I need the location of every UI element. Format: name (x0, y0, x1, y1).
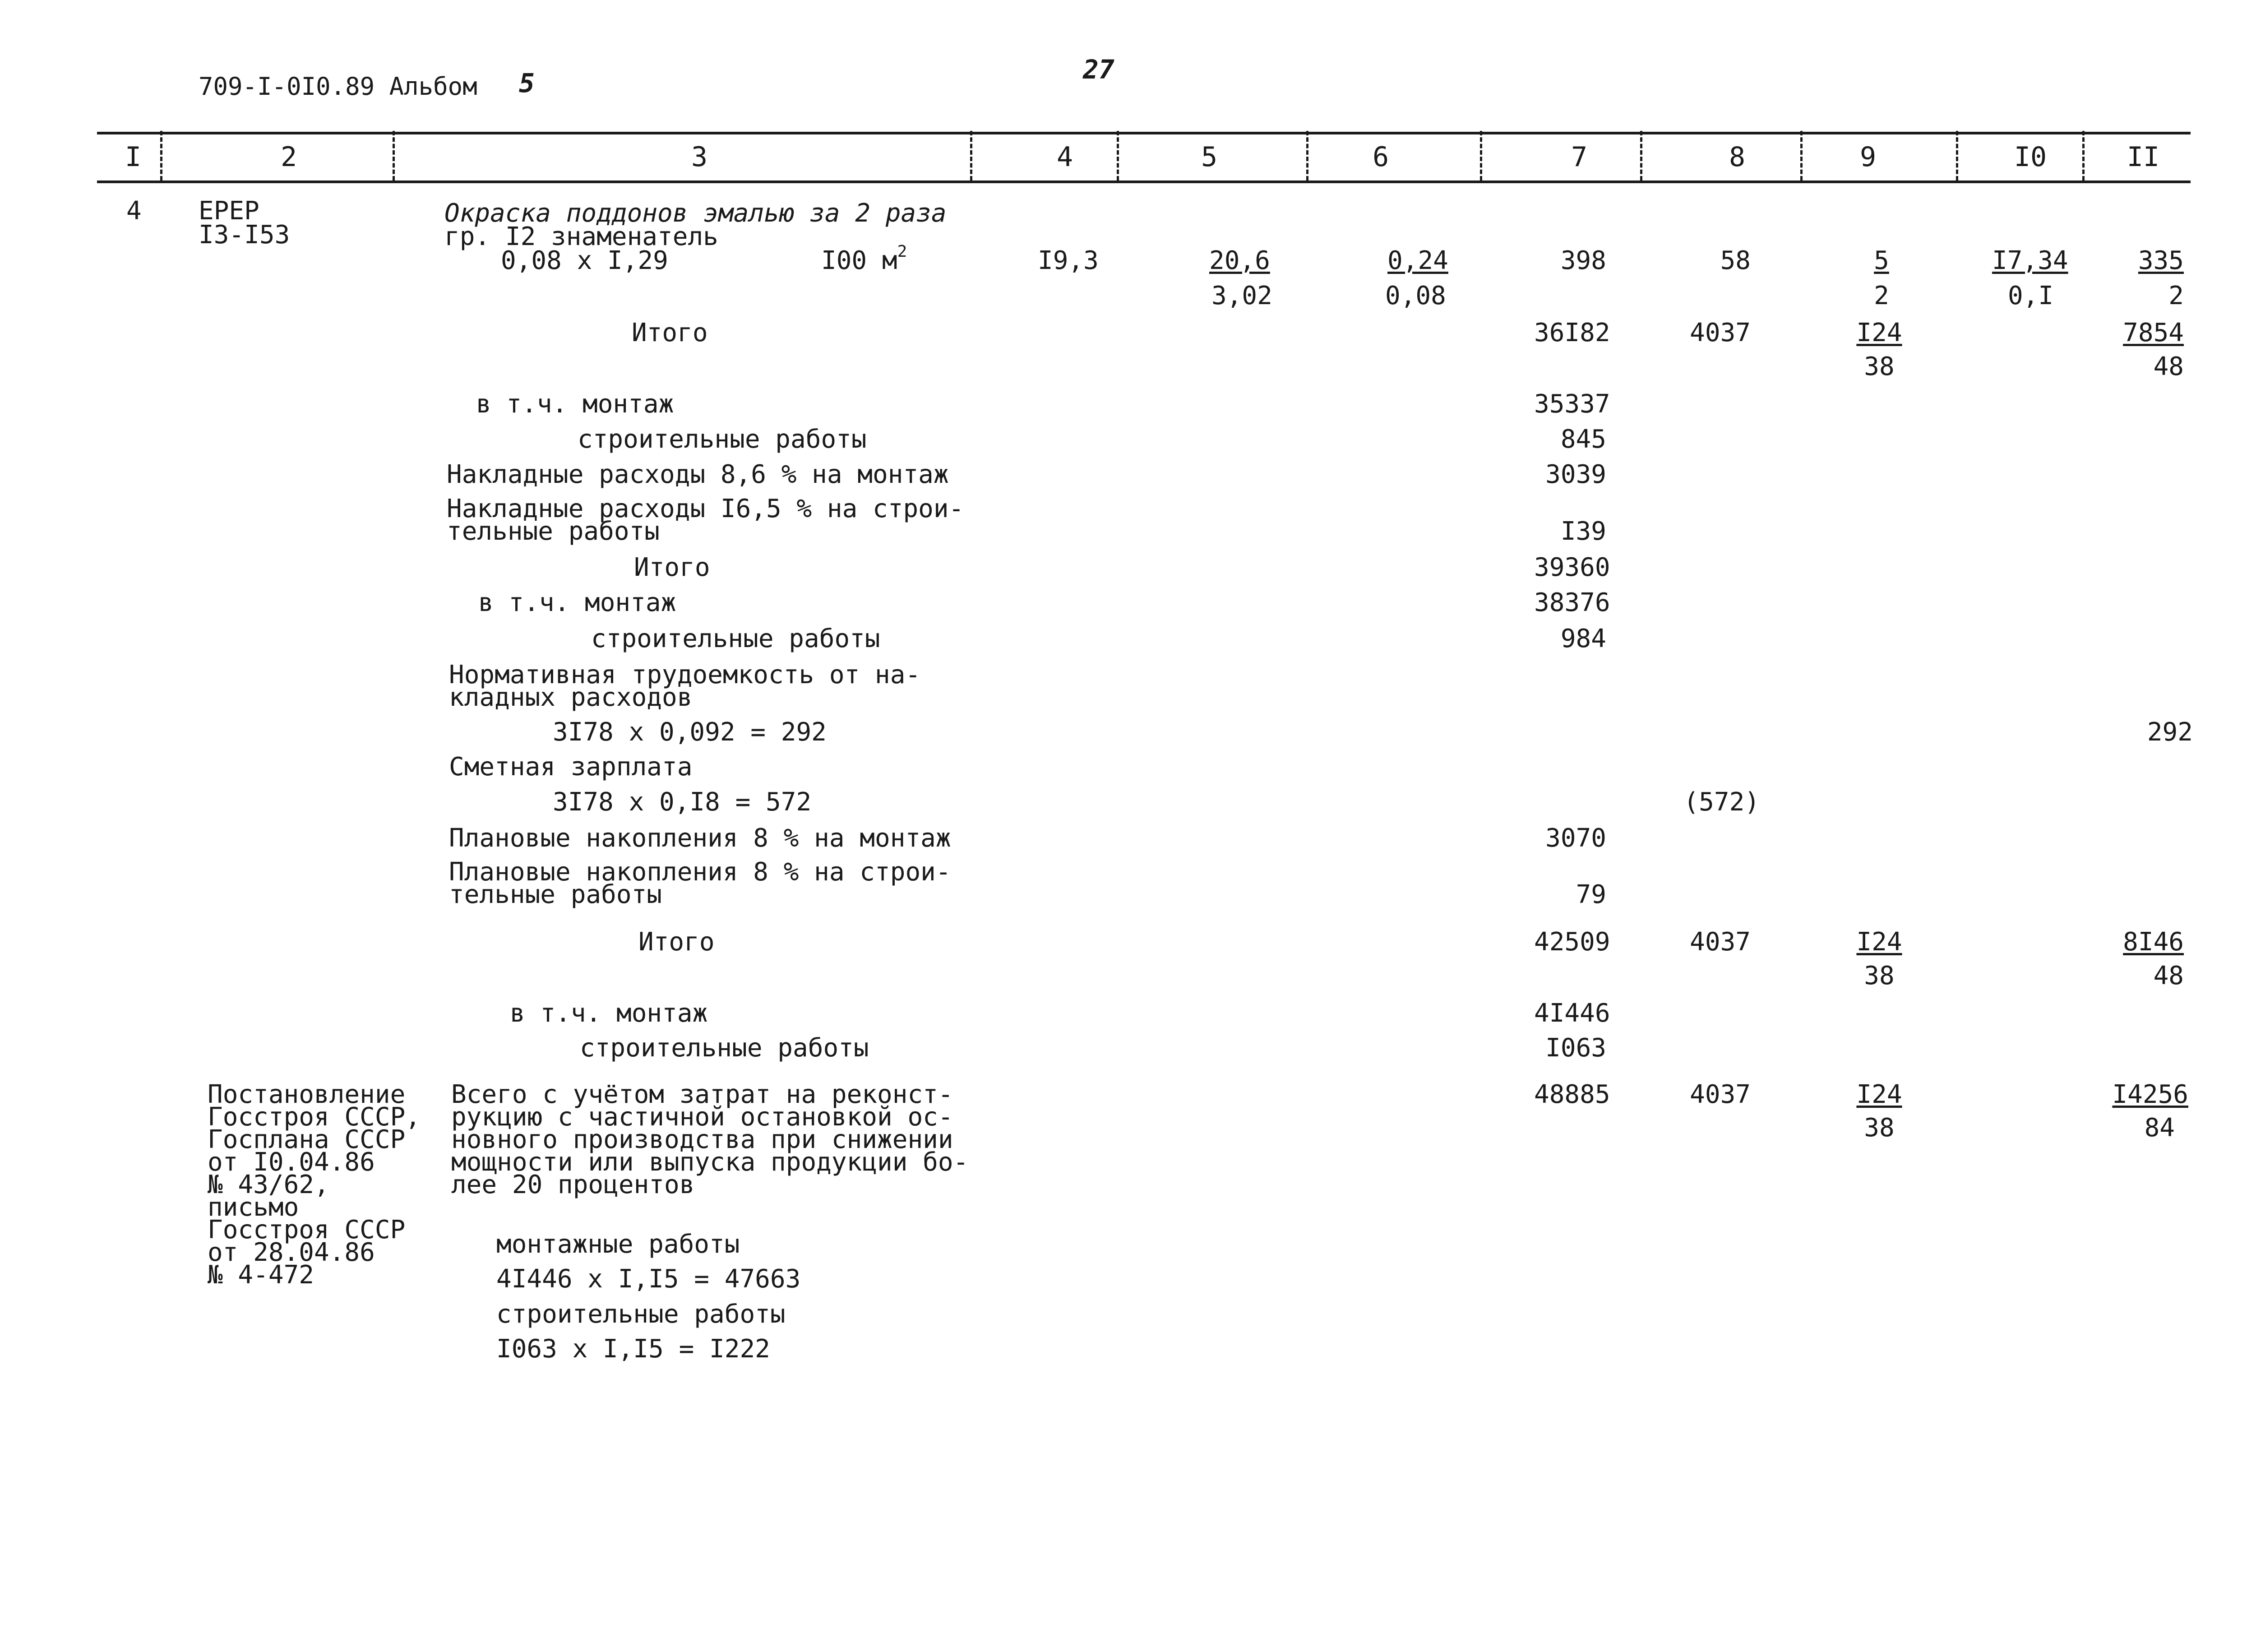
reference-line: письмо (208, 1193, 299, 1222)
work-group: гр. I2 знаменатель (444, 222, 718, 251)
construction2-value: 984 (1560, 624, 1606, 653)
column-separator (1480, 131, 1482, 180)
savings-install-value: 3070 (1545, 824, 1606, 853)
column-header-4: 4 (1056, 141, 1073, 173)
machine-wages: 2 (1874, 281, 1889, 310)
subtotal-wages: 4037 (1690, 318, 1751, 347)
labor-per-unit: I7,34 (1992, 246, 2068, 275)
construction-label: строительные работы (578, 425, 867, 454)
work-description: Окраска поддонов эмалью за 2 раза (444, 199, 947, 228)
grand-total-machine: I24 (1856, 1080, 1902, 1109)
column-header-3: 3 (691, 141, 708, 173)
unit-cost-total: 20,6 (1209, 246, 1270, 275)
reference-line: № 4-472 (208, 1260, 314, 1290)
subtotal-machinist-labor: 48 (2153, 352, 2184, 381)
construction-works-formula: I063 х I,I5 = I222 (496, 1334, 770, 1364)
overhead-construct-label-cont: тельные работы (447, 517, 660, 546)
reference-line: Постановление (208, 1080, 406, 1109)
including2-value: 38376 (1534, 588, 1610, 617)
grand-total-text: рукцию с частичной остановкой ос- (451, 1102, 953, 1132)
salary-formula: 3I78 х 0,I8 = 572 (553, 787, 812, 817)
column-separator (1800, 131, 1803, 180)
column-separator (1640, 131, 1642, 180)
grand-total-text: Всего с учётом затрат на реконст- (451, 1080, 953, 1109)
subtotal3-cost: 42509 (1534, 927, 1610, 957)
total-cost: 398 (1560, 246, 1606, 275)
column-header-10: I0 (2014, 141, 2047, 173)
reference-line: № 43/62, (208, 1170, 329, 1199)
grand-total-wages: 4037 (1690, 1080, 1751, 1109)
savings-install-label: Плановые накопления 8 % на монтаж (449, 824, 951, 853)
column-header-8: 8 (1729, 141, 1746, 173)
salary-label: Сметная зарплата (449, 752, 693, 782)
grand-total-machine-wages: 38 (1864, 1113, 1895, 1143)
column-separator (1956, 131, 1958, 180)
machinist-labor-per-unit: 0,I (2008, 281, 2054, 310)
overhead-install-label: Накладные расходы 8,6 % на монтаж (447, 460, 949, 489)
reference-line: от I0.04.86 (208, 1148, 375, 1177)
machine-total: 5 (1874, 246, 1889, 275)
subtotal2-value: 39360 (1534, 553, 1610, 582)
column-separator (970, 131, 972, 180)
machinist-labor-total: 2 (2168, 281, 2184, 310)
reference-line: Госстроя СССР (208, 1215, 406, 1245)
labor-total: 335 (2138, 246, 2184, 275)
construction3-label: строительные работы (580, 1033, 869, 1063)
reference-line: от 28.04.86 (208, 1238, 375, 1267)
column-separator (1117, 131, 1119, 180)
subtotal-labor: 7854 (2123, 318, 2184, 347)
construction-works-label: строительные работы (496, 1300, 786, 1329)
grand-total-cost: 48885 (1534, 1080, 1610, 1109)
subtotal3-labor: 8I46 (2123, 927, 2184, 957)
unit-of-measure: I00 $м^2$ (821, 242, 907, 275)
subtotal2-label: Итого (634, 553, 710, 582)
document-code: 709-I-0I0.89 Альбом (199, 72, 477, 101)
grand-total-text: лее 20 процентов (451, 1170, 695, 1199)
construction3-value: I063 (1545, 1033, 1606, 1063)
labor-norm-label-cont: кладных расходов (449, 683, 693, 712)
norm-reference: ЕРЕР (199, 196, 259, 226)
grand-total-machinist-labor: 84 (2144, 1113, 2175, 1143)
subtotal3-machine-wages: 38 (1864, 961, 1895, 990)
column-header-7: 7 (1571, 141, 1588, 173)
savings-construct-label-cont: тельные работы (449, 880, 662, 909)
overhead-install-value: 3039 (1545, 460, 1606, 489)
subtotal3-wages: 4037 (1690, 927, 1751, 957)
subtotal-machine: I24 (1856, 318, 1902, 347)
norm-code: I3-I53 (199, 220, 290, 250)
page-number: 27 (1083, 54, 1114, 85)
table-header-top-rule (97, 132, 2191, 134)
column-header-6: 6 (1372, 141, 1389, 173)
labor-norm-value: 292 (2147, 717, 2193, 747)
construction-value: 845 (1560, 425, 1606, 454)
subtotal3-label: Итого (638, 927, 715, 957)
row-number: 4 (126, 196, 142, 226)
column-header-2: 2 (280, 141, 297, 173)
subtotal3-machinist-labor: 48 (2153, 961, 2184, 990)
column-separator (160, 131, 162, 180)
column-separator (1306, 131, 1308, 180)
album-number: 5 (519, 68, 535, 98)
grand-total-labor: I4256 (2112, 1080, 2188, 1109)
column-header-11: II (2127, 141, 2160, 173)
salary-value: (572) (1683, 787, 1760, 817)
including-label: в т.ч. монтаж (476, 389, 674, 419)
column-separator (393, 131, 395, 180)
installation-works-formula: 4I446 х I,I5 = 47663 (496, 1264, 801, 1294)
subtotal-label: Итого (632, 318, 708, 347)
grand-total-text: мощности или выпуска продукции бо- (451, 1148, 969, 1177)
including3-label: в т.ч. монтаж (510, 999, 708, 1028)
including3-value: 4I446 (1534, 999, 1610, 1028)
grand-total-text: новного производства при снижении (451, 1125, 953, 1154)
including2-label: в т.ч. монтаж (478, 588, 676, 617)
overhead-construct-label: Накладные расходы I6,5 % на строи- (447, 494, 964, 523)
subtotal-machine-wages: 38 (1864, 352, 1895, 381)
total-wages: 58 (1720, 246, 1751, 275)
subtotal-cost: 36I82 (1534, 318, 1610, 347)
quantity-formula: 0,08 х I,29 (501, 246, 668, 275)
construction2-label: строительные работы (591, 624, 880, 653)
labor-norm-label: Нормативная трудоемкость от на- (449, 660, 921, 689)
overhead-construct-value: I39 (1560, 517, 1606, 546)
column-header-1: I (125, 141, 142, 173)
savings-construct-value: 79 (1576, 880, 1606, 909)
unit-cost-wages: 3,02 (1211, 281, 1272, 310)
subtotal3-machine: I24 (1856, 927, 1902, 957)
unit-machine-cost: 0,24 (1387, 246, 1448, 275)
reference-line: Госстроя СССР, (208, 1102, 421, 1132)
installation-works-label: монтажные работы (496, 1230, 740, 1259)
quantity-value: I9,3 (1038, 246, 1099, 275)
column-header-9: 9 (1859, 141, 1877, 173)
column-separator (2082, 131, 2085, 180)
reference-line: Госплана СССР (208, 1125, 406, 1154)
unit-machine-wages: 0,08 (1385, 281, 1446, 310)
savings-construct-label: Плановые накопления 8 % на строи- (449, 857, 951, 887)
column-header-5: 5 (1201, 141, 1218, 173)
labor-norm-formula: 3I78 х 0,092 = 292 (553, 717, 827, 747)
including-value: 35337 (1534, 389, 1610, 419)
table-header-bottom-rule (97, 180, 2191, 183)
